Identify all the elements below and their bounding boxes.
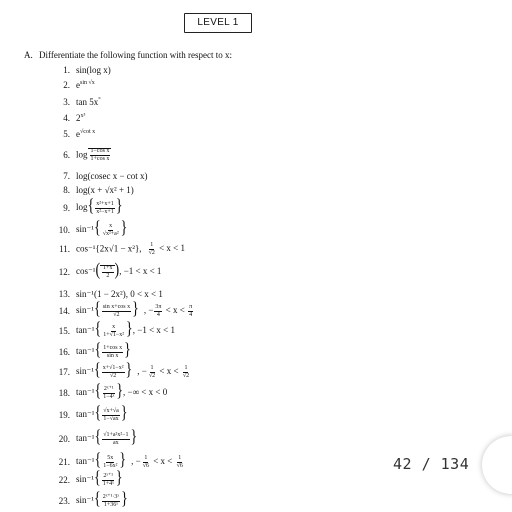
condition-fraction-denominator: √2 (182, 372, 190, 379)
question-expression (76, 427, 138, 448)
question-expression (76, 289, 163, 300)
question-expression (76, 196, 123, 217)
expression-text: sin⁻¹(1 − 2x²), 0 < x < 1 (76, 288, 163, 299)
question-expression (76, 113, 85, 123)
question-expression (76, 360, 191, 381)
condition-fraction-numerator: 1 (144, 454, 148, 461)
right-paren: } (124, 340, 131, 361)
question-number: 6. (63, 150, 70, 160)
fraction (102, 455, 118, 470)
right-paren: ) (114, 260, 120, 281)
question-item (54, 489, 128, 510)
function-name: tan⁻¹ (76, 325, 95, 336)
question-expression (76, 148, 111, 163)
domain-condition (131, 454, 185, 469)
left-paren: { (94, 427, 102, 448)
function-name: tan⁻¹ (76, 387, 95, 398)
left-paren: { (93, 218, 101, 239)
domain-condition: , −1 < x < 1 (132, 325, 176, 336)
fraction-denominator: 1+36ˣ (103, 501, 118, 508)
expression-superscript: ° (98, 97, 101, 103)
left-paren: { (87, 196, 95, 217)
fraction-numerator: 1+x (103, 264, 113, 271)
question-item (54, 196, 123, 217)
right-paren: } (126, 319, 133, 340)
expression-text: log(cosec x − cot x) (76, 171, 148, 181)
right-paren: } (116, 381, 124, 402)
question-number: 5. (63, 129, 70, 139)
fraction-numerator: x+√1−x² (102, 364, 124, 371)
expression-text: sin(log x) (76, 65, 111, 75)
question-expression (76, 65, 111, 75)
expression-superscript: √cot x (80, 129, 96, 135)
question-expression (76, 97, 101, 107)
expression-text: log(x + √x² + 1) (76, 185, 134, 195)
condition-relation: < x < 1 (156, 243, 186, 254)
condition-fraction-denominator: 4 (189, 311, 193, 318)
function-name: tan⁻¹ (76, 456, 95, 467)
function-name: cos⁻¹ (76, 266, 96, 277)
square-root (88, 147, 112, 162)
condition-fraction-numerator: 1 (150, 364, 154, 371)
question-expression (76, 171, 148, 181)
left-paren: { (94, 340, 102, 361)
fraction-denominator: √2 (109, 372, 117, 379)
question-number: 23. (58, 496, 70, 506)
right-paren: } (132, 299, 139, 320)
question-item (54, 111, 85, 125)
condition-fraction (188, 304, 193, 319)
question-item (54, 340, 131, 361)
left-paren: { (93, 489, 101, 510)
condition-prefix: , − (131, 456, 141, 467)
fraction-numerator: √1+a²x²−1 (103, 431, 129, 438)
condition-fraction (142, 455, 150, 470)
expression-text: 2 (76, 113, 81, 123)
fraction (102, 304, 131, 319)
fraction-denominator: 1−√ax (103, 415, 119, 422)
question-item (54, 169, 148, 183)
question-number: 15. (58, 326, 70, 336)
fraction-denominator: sin x (106, 352, 119, 359)
domain-condition (147, 241, 186, 256)
question-number: 3. (63, 97, 70, 107)
fraction-numerator: x²+x+1 (96, 200, 114, 207)
question-item (54, 183, 134, 197)
question-expression (76, 218, 128, 239)
fraction-numerator: √x+√a (103, 407, 119, 414)
left-paren: { (94, 319, 102, 340)
right-paren: } (125, 360, 133, 381)
page-counter: 42 / 134 (393, 455, 470, 473)
fraction-denominator: √x²+a² (102, 230, 119, 237)
function-name: sin⁻¹ (76, 474, 94, 485)
question-item (54, 450, 185, 471)
fraction-denominator: x²−x+1 (96, 208, 114, 215)
fraction (102, 432, 129, 447)
condition-fraction (176, 455, 184, 470)
condition-fraction-denominator: √6 (176, 462, 183, 469)
function-name: sin⁻¹ (76, 495, 94, 506)
question-number: 8. (63, 185, 70, 195)
left-paren: ( (95, 260, 101, 281)
question-number: 20. (58, 434, 70, 444)
fraction (102, 265, 113, 280)
fraction-denominator: 1−4ˣ (103, 393, 115, 400)
fraction-numerator: 2ˣ⁺¹ (103, 472, 114, 479)
left-paren: { (94, 403, 102, 424)
condition-fraction-numerator: 1 (178, 454, 182, 461)
question-number: 12. (58, 267, 70, 277)
fraction-numerator: 5x (107, 454, 114, 461)
condition-relation: < x < (150, 456, 175, 467)
fraction (102, 473, 115, 488)
expression-text: e (76, 129, 80, 139)
fraction-denominator: ax (113, 439, 119, 446)
left-paren: { (93, 468, 101, 489)
condition-fraction-numerator: 3π (155, 303, 162, 310)
section-letter: A. (24, 50, 33, 60)
condition-fraction-denominator: √2 (148, 372, 156, 379)
question-expression (76, 489, 128, 510)
fraction-denominator: 2 (106, 272, 110, 279)
question-expression (76, 450, 185, 471)
function-name: tan⁻¹ (76, 346, 95, 357)
question-number: 16. (58, 347, 70, 357)
fraction-numerator: 1−cos x (90, 147, 110, 154)
question-expression (76, 468, 123, 489)
question-expression (76, 129, 95, 139)
question-item (54, 218, 128, 239)
question-item (54, 468, 123, 489)
left-paren: { (93, 299, 101, 320)
question-expression (76, 340, 131, 361)
question-item (54, 95, 101, 109)
condition-fraction (154, 304, 162, 319)
fraction-numerator: 2ˣ⁺¹·3ˣ (102, 493, 120, 500)
level-label: LEVEL 1 (184, 13, 252, 33)
expression-text: e (76, 80, 80, 90)
question-number: 10. (58, 225, 70, 235)
question-item (54, 242, 185, 256)
fraction-numerator: x (109, 222, 113, 229)
condition-prefix: , − (143, 305, 154, 316)
right-paren: } (121, 489, 128, 510)
condition-fraction (148, 242, 156, 257)
right-paren: } (115, 468, 123, 489)
fraction-denominator: 1+√1−x² (103, 331, 125, 338)
fraction (90, 148, 111, 163)
question-number: 18. (58, 388, 70, 398)
question-item (54, 319, 176, 340)
function-name: tan⁻¹ (76, 409, 95, 420)
fraction-numerator: 1+cos x (103, 344, 123, 351)
condition-relation: < x < (157, 366, 181, 377)
floating-action-button[interactable] (482, 436, 512, 494)
right-paren: } (120, 403, 128, 424)
domain-condition: , −∞ < x < 0 (123, 387, 168, 398)
function-name: sin⁻¹ (76, 224, 94, 235)
question-number: 11. (59, 244, 70, 254)
question-item (54, 260, 162, 281)
question-expression (76, 242, 185, 257)
question-item (54, 78, 95, 92)
condition-fraction-denominator: 4 (156, 311, 160, 318)
condition-fraction-denominator: √2 (148, 249, 155, 256)
expression-superscript: sin √x (80, 80, 95, 86)
function-name: sin⁻¹ (76, 366, 94, 377)
expression-text: tan 5x (76, 97, 99, 107)
condition-fraction (148, 365, 156, 380)
fraction-numerator: sin x+cos x (102, 303, 131, 310)
section-instruction: Differentiate the following function with respect to x: (39, 50, 233, 60)
condition-fraction (182, 365, 190, 380)
question-expression (76, 319, 176, 340)
fraction (102, 324, 125, 339)
condition-prefix: , − (137, 366, 147, 377)
square-root (100, 264, 114, 279)
domain-condition (137, 364, 191, 379)
question-number: 4. (63, 113, 70, 123)
condition-fraction-numerator: π (189, 303, 193, 310)
question-number: 2. (63, 80, 70, 90)
fraction (95, 201, 115, 216)
question-item (54, 127, 95, 141)
question-number: 1. (63, 65, 70, 75)
question-number: 14. (58, 306, 70, 316)
function-name: sin⁻¹ (76, 305, 94, 316)
right-paren: } (130, 427, 138, 448)
right-paren: } (115, 196, 123, 217)
expression-superscript: x³ (80, 113, 86, 119)
question-item (54, 381, 168, 402)
question-item (54, 148, 111, 162)
condition-relation: < x < (163, 305, 188, 316)
left-paren: { (94, 450, 102, 471)
question-number: 13. (58, 289, 70, 299)
question-expression (76, 185, 134, 195)
domain-condition (143, 303, 194, 318)
fraction (102, 494, 120, 509)
question-item (54, 299, 194, 320)
function-name: log (76, 202, 88, 213)
fraction (102, 386, 115, 401)
section-header (24, 50, 232, 60)
right-paren: } (119, 450, 127, 471)
fraction-denominator: 1+4ˣ (102, 480, 114, 487)
fraction (102, 223, 120, 238)
question-expression (76, 403, 128, 424)
right-paren: } (120, 218, 128, 239)
question-item (54, 360, 191, 381)
function-name: tan⁻¹ (76, 433, 95, 444)
expression-text: cos⁻¹{2x√1 − x²}, (76, 243, 142, 254)
fraction (102, 345, 123, 360)
question-number: 9. (63, 203, 70, 213)
question-item (54, 427, 138, 448)
question-number: 17. (58, 367, 70, 377)
question-number: 21. (58, 457, 70, 467)
left-paren: { (94, 381, 102, 402)
question-expression (76, 260, 162, 281)
fraction (102, 408, 120, 423)
question-number: 22. (58, 475, 70, 485)
question-number: 19. (58, 410, 70, 420)
condition-fraction-numerator: 1 (150, 241, 154, 248)
question-item (54, 63, 111, 77)
fraction-denominator: 1−6x² (103, 462, 118, 469)
function-name: log (76, 149, 88, 160)
question-item (54, 287, 163, 301)
left-paren: { (93, 360, 101, 381)
condition-fraction-numerator: 1 (184, 364, 188, 371)
fraction-numerator: 2ˣ⁺¹ (103, 385, 114, 392)
question-expression (76, 80, 95, 90)
fraction (102, 365, 125, 380)
question-number: 7. (63, 171, 70, 181)
fraction-denominator: 1+cos x (90, 155, 110, 162)
question-expression (76, 299, 194, 320)
fraction-denominator: √2 (113, 311, 120, 318)
fraction-numerator: x (112, 323, 116, 330)
domain-condition: , −1 < x < 1 (119, 266, 162, 277)
condition-fraction-denominator: √6 (142, 462, 149, 469)
question-expression (76, 381, 168, 402)
question-item (54, 403, 128, 424)
